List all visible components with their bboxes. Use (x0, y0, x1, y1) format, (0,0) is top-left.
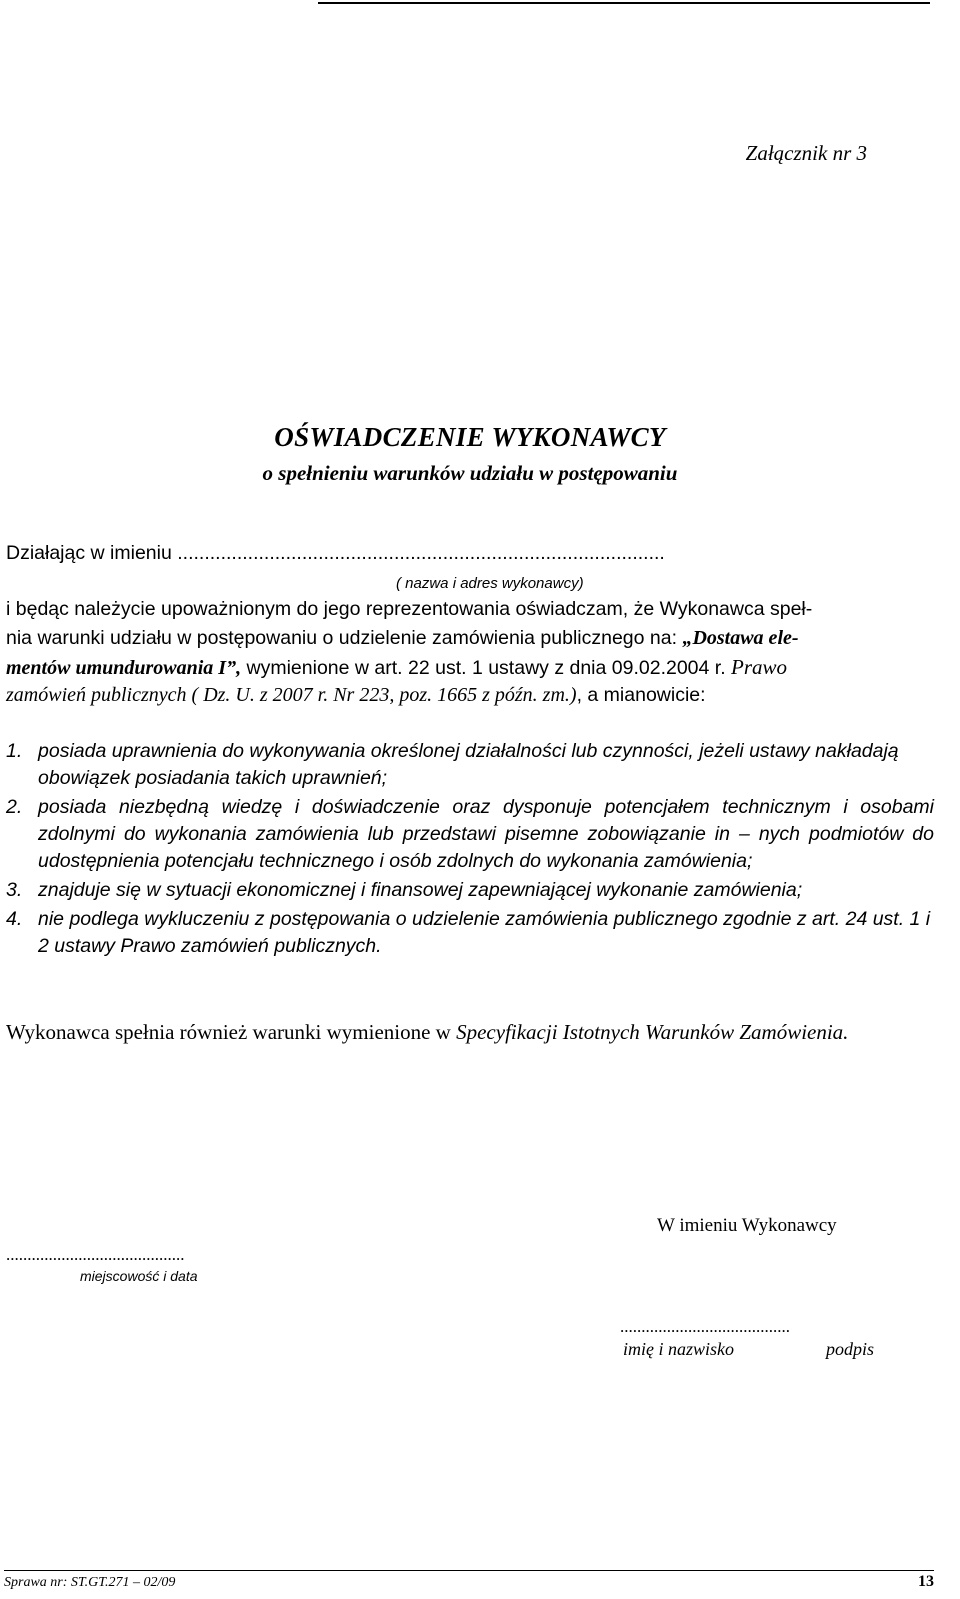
body-line-4-plain: wymienione w art. 22 ust. 1 ustawy z dnia 09.02.2004 r. (241, 657, 732, 679)
tender-name-end: mentów umundurowania I”, (6, 657, 242, 679)
closing-italic: Specyfikacji Istotnych Warunków Zamówienia. (456, 1020, 849, 1044)
place-date-dots: .......................................... (6, 1245, 185, 1264)
list-item-number: 3. (6, 879, 23, 901)
list-item-text: posiada niezbędną wiedzę i doświadczenie oraz dysponuje potencjałem technicznym i osobami zdolnymi do wykonania zamówienia lub przedstawi pisemne zobowiązanie in – nych podmiotów do udostępnienia potencjału technicznego i osób zdolnych do wykonania zamówienia; (38, 796, 934, 872)
tender-name-start: „Dostawa ele- (682, 627, 799, 649)
body-line-5-plain: , a mianowicie: (576, 684, 706, 706)
closing-paragraph (6, 1017, 934, 1047)
acting-label: Działając w imieniu (6, 542, 172, 564)
list-item (6, 794, 934, 875)
closing-plain: Wykonawca spełnia również warunki wymienione w (6, 1020, 457, 1044)
list-item (6, 877, 934, 904)
contractor-caption: ( nazwa i adres wykonawcy) (396, 575, 584, 592)
body-line-3 (6, 627, 799, 650)
on-behalf-label: W imieniu Wykonawcy (657, 1215, 837, 1236)
list-item-number: 2. (6, 796, 23, 818)
list-item-text: znajduje się w sytuacji ekonomicznej i finansowej zapewniającej wykonanie zamówienia; (38, 879, 803, 901)
list-item-number: 4. (6, 908, 23, 930)
name-caption: imię i nazwisko (623, 1339, 734, 1359)
body-line-5 (6, 684, 706, 707)
signature-caption: podpis (826, 1339, 875, 1359)
body-line-2: i będąc należycie upoważnionym do jego reprezentowania oświadczam, że Wykonawca speł- (6, 598, 813, 620)
law-name-start: Prawo (731, 655, 788, 679)
acting-line (6, 542, 665, 565)
page-number: 13 (918, 1573, 934, 1590)
document-subtitle: o spełnieniu warunków udziału w postępowaniu (262, 461, 678, 485)
case-number: Sprawa nr: ST.GT.271 – 02/09 (4, 1575, 176, 1590)
list-item (6, 906, 934, 960)
name-dots: ........................................ (620, 1317, 790, 1336)
place-date-caption: miejscowość i data (80, 1268, 198, 1284)
list-item (6, 738, 934, 792)
list-item-text: nie podlega wykluczeniu z postępowania o udzielenie zamówienia publicznego zgodnie z art. 24 ust. 1 i 2 ustawy Prawo zamówień publicznych. (38, 908, 931, 957)
footer-rule (4, 1570, 934, 1571)
list-item-text: posiada uprawnienia do wykonywania określonej działalności lub czynności, jeżeli ustawy nakładają obowiązek posiadania takich uprawnień; (38, 740, 899, 789)
document-title: OŚWIADCZENIE WYKONAWCY (274, 422, 666, 452)
list-item-number: 1. (6, 740, 23, 762)
attachment-label: Załącznik nr 3 (745, 141, 867, 165)
body-line-4 (6, 655, 787, 680)
conditions-list (6, 738, 934, 960)
body-line-3-plain: nia warunki udziału w postępowaniu o udzielenie zamówienia publicznego na: (6, 627, 683, 649)
law-reference: zamówień publicznych ( Dz. U. z 2007 r. Nr 223, poz. 1665 z późn. zm.) (6, 684, 577, 706)
top-rule (318, 2, 930, 4)
acting-dots: .......................................................................................... (177, 542, 665, 564)
